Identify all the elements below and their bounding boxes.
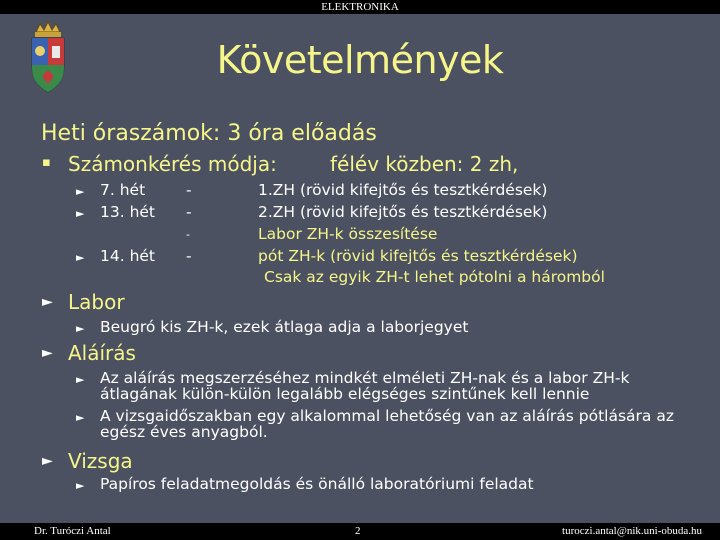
zh-text: 2.ZH (rövid kifejtős és tesztkérdések) — [258, 203, 548, 221]
zh-dash: - — [186, 247, 192, 265]
arrow-bullet-icon: ► — [42, 453, 53, 469]
header-label: ELEKTRONIKA — [321, 1, 399, 13]
labor-label: Labor — [68, 290, 125, 314]
arrow-bullet-icon: ► — [76, 373, 85, 386]
weekly-hours: Heti óraszámok: 3 óra előadás — [41, 121, 377, 146]
signature-item-line: egész éves anyagból. — [100, 423, 268, 441]
arrow-bullet-icon: ► — [42, 345, 53, 361]
zh-week: 14. hét — [100, 247, 156, 265]
footer-email: turoczi.antal@nik.uni-obuda.hu — [562, 525, 702, 537]
header-bar — [0, 0, 720, 14]
signature-item-line: A vizsgaidőszakban egy alkalommal lehetőség van az aláírás pótlására az — [100, 407, 674, 425]
arrow-bullet-icon: ► — [76, 185, 85, 198]
page-number: 2 — [355, 525, 361, 537]
arrow-bullet-icon: ► — [42, 294, 53, 310]
arrow-bullet-icon: ► — [76, 251, 85, 264]
exam-label: Vizsga — [68, 449, 133, 473]
footer-author: Dr. Turóczi Antal — [34, 525, 111, 537]
zh-week: 7. hét — [100, 181, 146, 199]
zh-text: pót ZH-k (rövid kifejtős és tesztkérdések) — [258, 247, 578, 265]
zh-week: 13. hét — [100, 203, 156, 221]
arrow-bullet-icon: ► — [76, 207, 85, 220]
arrow-bullet-icon: ► — [76, 479, 85, 492]
signature-label: Aláírás — [68, 341, 136, 365]
square-bullet-icon: ▪ — [42, 155, 51, 170]
zh-text: Labor ZH-k összesítése — [258, 225, 438, 243]
signature-item-line: átlagának külön-külön legalább elégséges szintűnek kell lennie — [100, 385, 590, 403]
exam-item: Papíros feladatmegoldás és önálló laboratóriumi feladat — [100, 475, 534, 493]
assessment-value: félév közben: 2 zh, — [330, 152, 519, 176]
assessment-label: Számonkérés módja: — [68, 152, 277, 176]
zh-text: 1.ZH (rövid kifejtős és tesztkérdések) — [258, 181, 548, 199]
labor-item: Beugró kis ZH-k, ezek átlaga adja a laborjegyet — [100, 318, 469, 336]
footer-bar — [0, 523, 720, 540]
arrow-bullet-icon: ► — [76, 411, 85, 424]
signature-item-line: Az aláírás megszerzéséhez mindkét elméleti ZH-nak és a labor ZH-k — [100, 369, 630, 387]
slide-title: Követelmények — [216, 38, 504, 82]
zh-dash: - — [186, 203, 192, 221]
arrow-bullet-icon: ► — [76, 322, 85, 335]
zh-dash: - — [186, 228, 190, 241]
zh-note: Csak az egyik ZH-t lehet pótolni a háromból — [264, 268, 605, 286]
zh-dash: - — [186, 181, 192, 199]
